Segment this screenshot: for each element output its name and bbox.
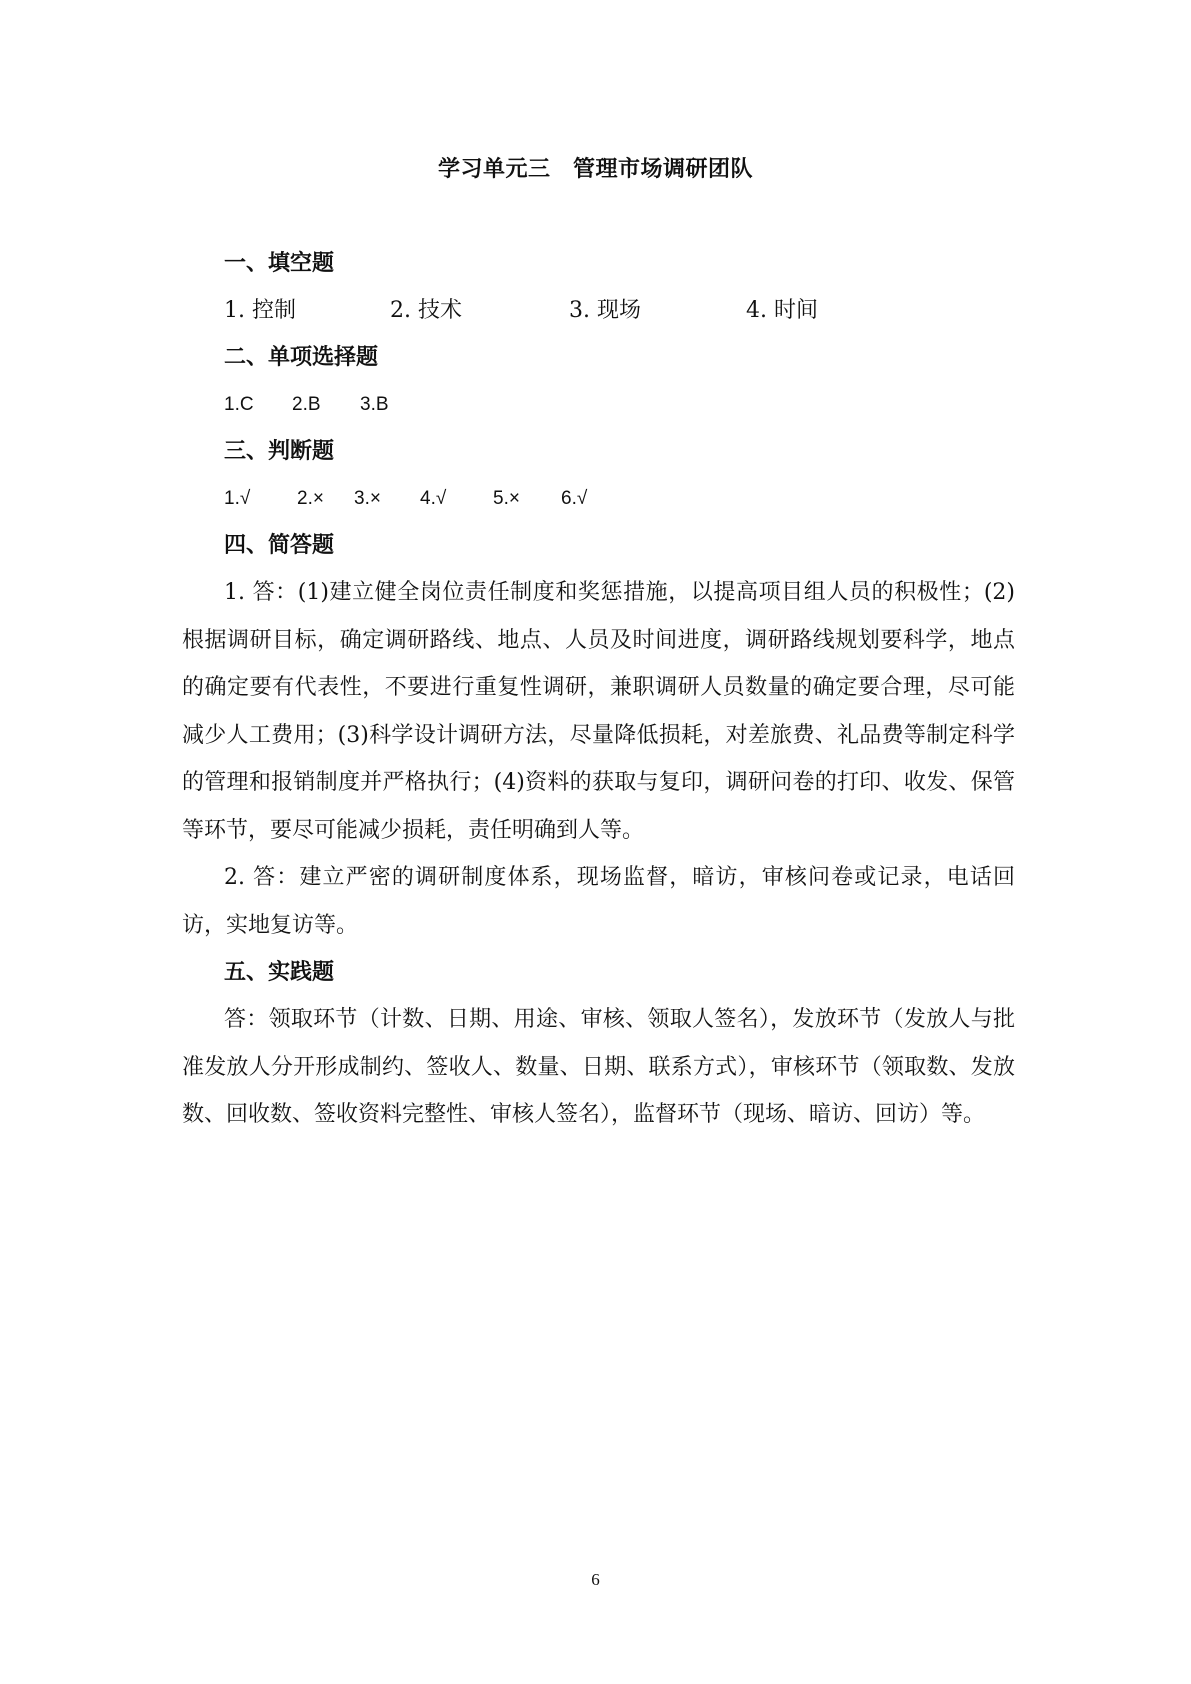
true-false-answers — [224, 475, 1015, 522]
section-heading-practice: 五、实践题 — [224, 960, 335, 985]
practice-answer: 答：领取环节（计数、日期、用途、审核、领取人签名），发放环节（发放人与批准发放人分开形成制约、签收人、数量、日期、联系方式），审核环节（领取数、发放数、回收数、签收资料完整性、审核人签名），监督环节（现场、暗访、回访）等。 — [182, 1007, 1015, 1127]
section-heading-short-answer: 四、简答题 — [224, 533, 335, 558]
short-answer-1: 1. 答：(1)建立健全岗位责任制度和奖惩措施，以提高项目组人员的积极性；(2)根据调研目标，确定调研路线、地点、人员及时间进度，调研路线规划要科学，地点的确定要有代表性，不要进行重复性调研，兼职调研人员数量的确定要合理，尽可能减少人工费用；(3)科学设计调研方法，尽量降低损耗，对差旅费、礼品费等制定科学的管理和报销制度并严格执行；(4)资料的获取与复印，调研问卷的打印、收发、保管等环节，要尽可能减少损耗，责任明确到人等。 — [182, 580, 1015, 843]
fill-blank-answers — [224, 287, 1015, 334]
answer-item: 3.× — [354, 488, 381, 509]
answer-item: 5.× — [493, 488, 520, 509]
short-answer-2: 2. 答：建立严密的调研制度体系，现场监督，暗访，审核问卷或记录，电话回访，实地复访等。 — [182, 865, 1015, 938]
section-heading-true-false: 三、判断题 — [224, 439, 335, 464]
answer-item: 3. 现场 — [569, 298, 641, 323]
single-choice-answers — [224, 381, 1015, 428]
answer-item: 1.√ — [224, 488, 251, 509]
section-heading-single-choice: 二、单项选择题 — [224, 345, 379, 370]
answer-item: 2. 技术 — [390, 298, 462, 323]
answer-item: 2.× — [297, 488, 324, 509]
page-number: 6 — [591, 1570, 600, 1589]
answer-item: 6.√ — [561, 488, 588, 509]
answer-content — [182, 240, 1015, 1139]
answer-item: 4. 时间 — [746, 298, 818, 323]
page-title: 学习单元三 管理市场调研团队 — [437, 157, 753, 182]
answer-item: 4.√ — [420, 488, 447, 509]
answer-item: 1.C — [224, 394, 254, 415]
answer-item: 3.B — [360, 394, 389, 415]
section-heading-fill-blank: 一、填空题 — [224, 251, 335, 276]
answer-item: 1. 控制 — [224, 298, 296, 323]
answer-item: 2.B — [292, 394, 321, 415]
